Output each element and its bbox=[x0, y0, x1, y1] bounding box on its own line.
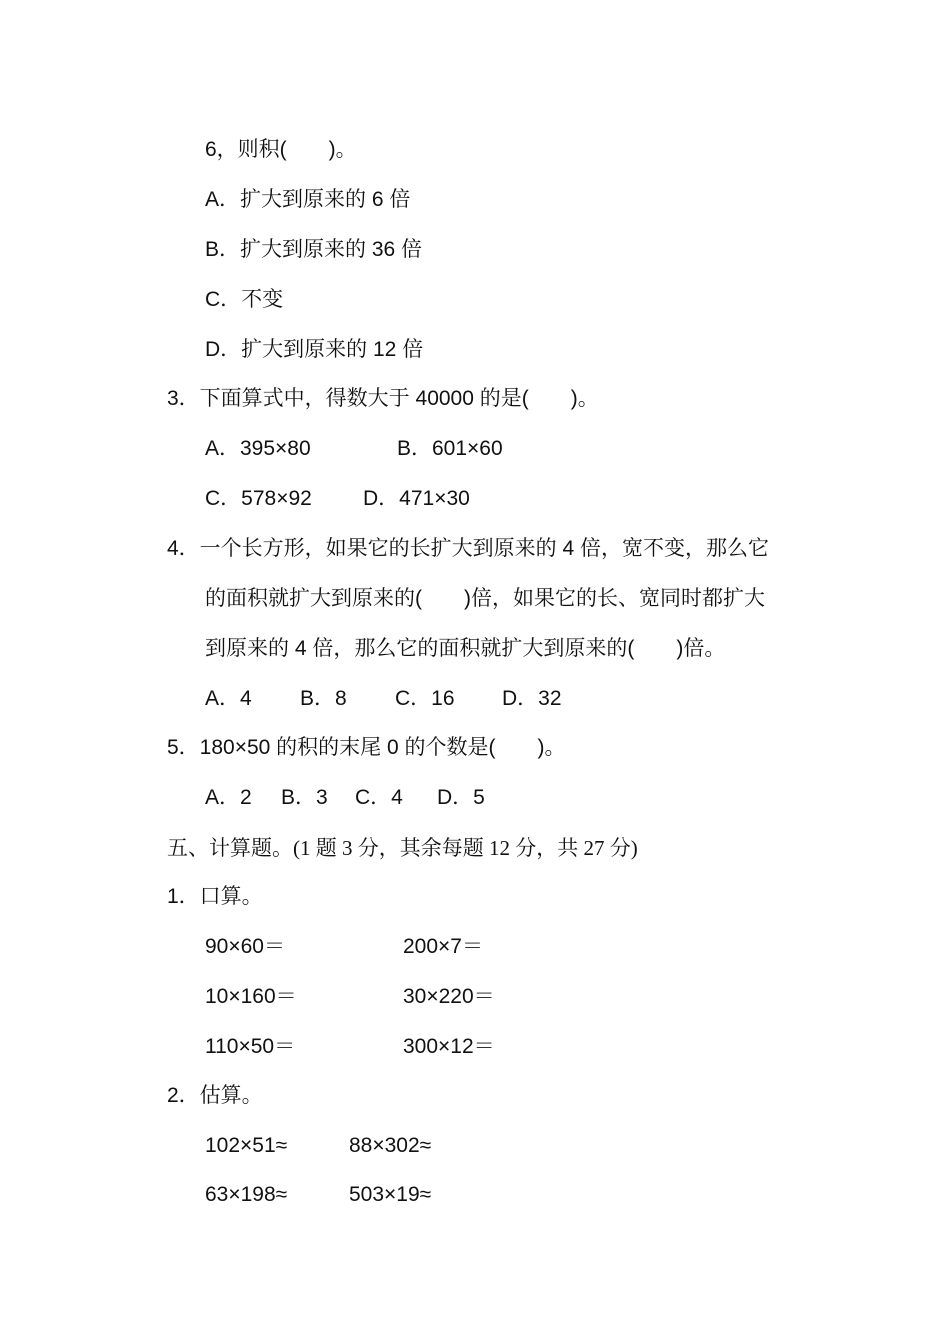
estimate-item: 88×302≈ bbox=[349, 1134, 432, 1157]
section-heading: 五、计算题。(1 题 3 分，其余每题 12 分，共 27 分) bbox=[167, 836, 638, 860]
q3-option-d: D．471×30 bbox=[363, 487, 470, 510]
oral-calc-item: 10×160＝ bbox=[205, 985, 297, 1008]
q2-option-c: C．不变 bbox=[205, 288, 284, 311]
q2-option-b: B．扩大到原来的 36 倍 bbox=[205, 238, 423, 261]
q5-option-c: C．4 bbox=[355, 786, 403, 809]
q2-option-a: A．扩大到原来的 6 倍 bbox=[205, 188, 411, 211]
part2-label: 2．估算。 bbox=[167, 1084, 263, 1107]
part1-label: 1．口算。 bbox=[167, 885, 263, 908]
estimate-item: 63×198≈ bbox=[205, 1183, 288, 1206]
q4-stem-line1: 4．一个长方形，如果它的长扩大到原来的 4 倍，宽不变，那么它 bbox=[167, 537, 770, 560]
q2-stem-continuation: 6，则积( )。 bbox=[205, 138, 357, 161]
q4-option-b: B．8 bbox=[300, 687, 347, 710]
q4-option-c: C．16 bbox=[395, 687, 455, 710]
q5-option-b: B．3 bbox=[281, 786, 328, 809]
q4-option-a: A．4 bbox=[205, 687, 252, 710]
q4-stem-line3: 到原来的 4 倍，那么它的面积就扩大到原来的( )倍。 bbox=[205, 637, 726, 660]
estimate-item: 102×51≈ bbox=[205, 1134, 288, 1157]
estimate-item: 503×19≈ bbox=[349, 1183, 432, 1206]
q3-stem: 3．下面算式中，得数大于 40000 的是( )。 bbox=[167, 387, 599, 410]
oral-calc-item: 110×50＝ bbox=[205, 1035, 296, 1058]
oral-calc-item: 90×60＝ bbox=[205, 935, 285, 958]
q5-stem: 5．180×50 的积的末尾 0 的个数是( )。 bbox=[167, 736, 566, 759]
q3-option-c: C．578×92 bbox=[205, 487, 312, 510]
q2-option-d: D．扩大到原来的 12 倍 bbox=[205, 338, 424, 361]
q5-option-a: A．2 bbox=[205, 786, 252, 809]
oral-calc-item: 200×7＝ bbox=[403, 935, 483, 958]
q5-option-d: D．5 bbox=[437, 786, 485, 809]
oral-calc-item: 300×12＝ bbox=[403, 1035, 495, 1058]
oral-calc-item: 30×220＝ bbox=[403, 985, 495, 1008]
q3-option-b: B．601×60 bbox=[397, 437, 503, 460]
q4-stem-line2: 的面积就扩大到原来的( )倍，如果它的长、宽同时都扩大 bbox=[205, 587, 765, 610]
q4-option-d: D．32 bbox=[502, 687, 562, 710]
q3-option-a: A．395×80 bbox=[205, 437, 311, 460]
